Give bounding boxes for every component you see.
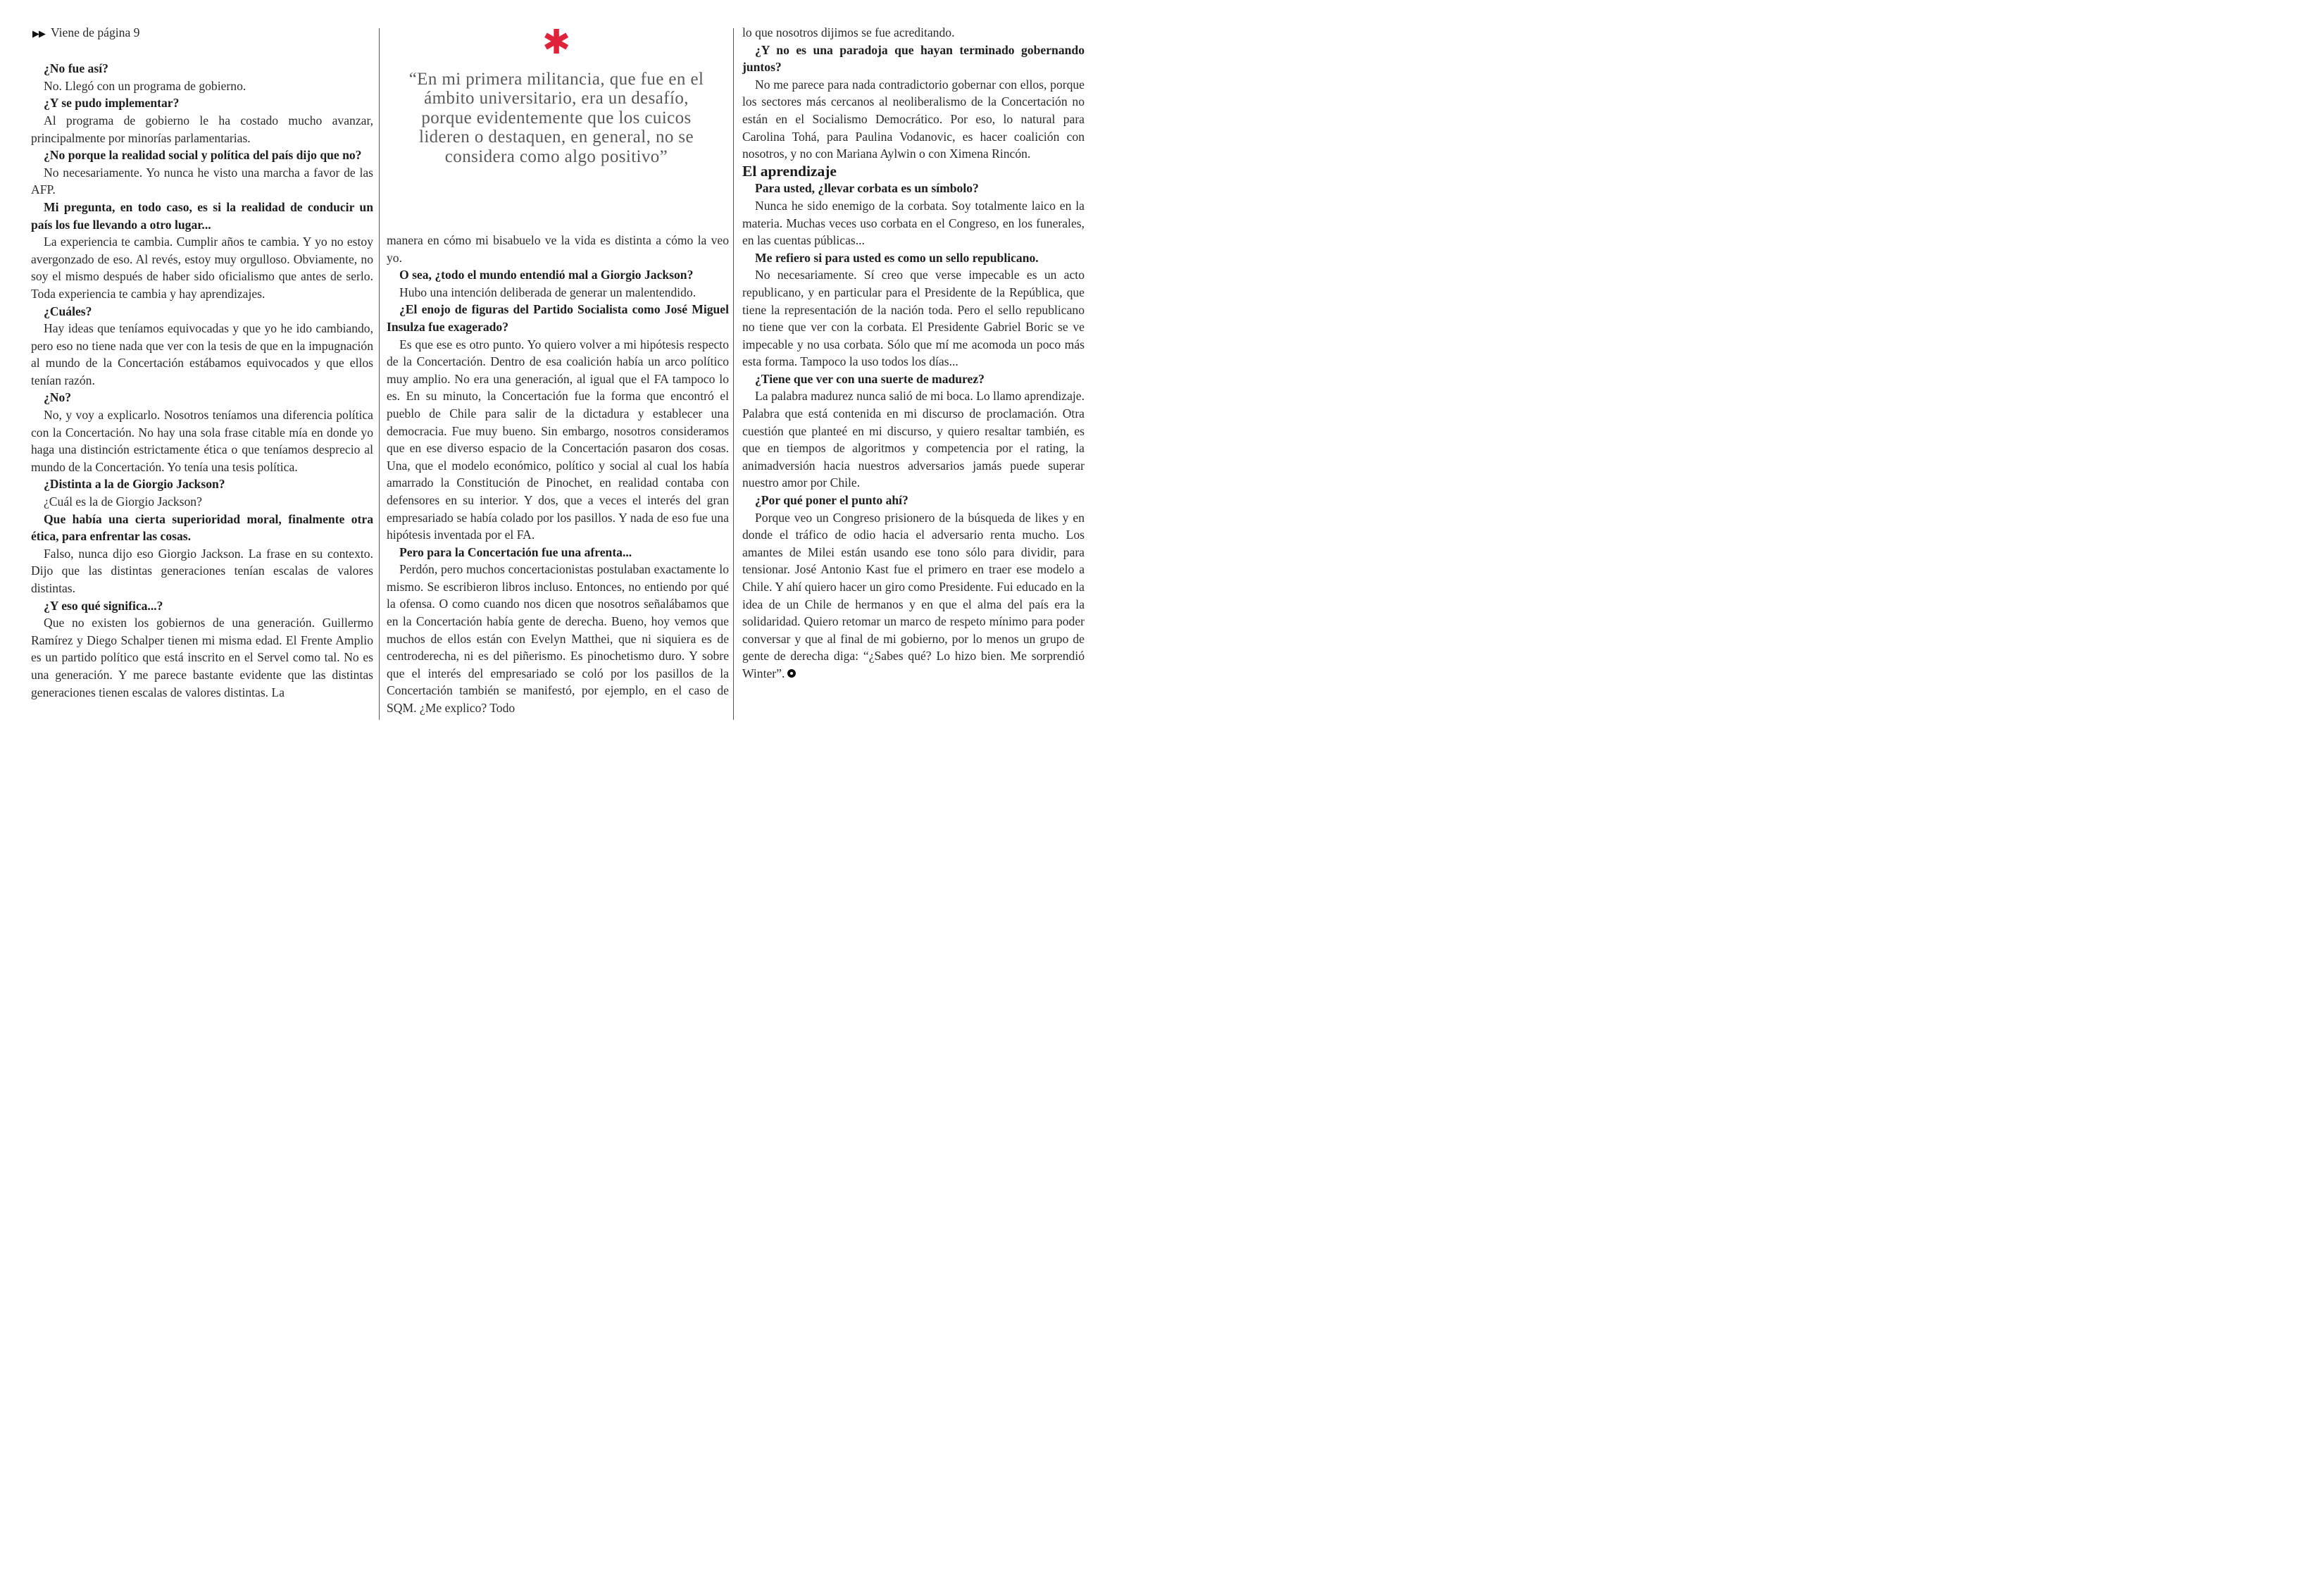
interview-question: ¿El enojo de figuras del Partido Socialista como José Miguel Insulza fue exagerado? — [387, 302, 729, 334]
interview-question: Para usted, ¿llevar corbata es un símbolo? — [755, 181, 979, 196]
column-1 — [31, 24, 373, 701]
interview-answer: La palabra madurez nunca salió de mi boca. Lo llamo aprendizaje. Palabra que está contenida en mi discurso de proclamación. Otra cuestión que planteé en mi discurso, y quiero resaltar también, es que en tiempos de algoritmos y competencia por el rating, la animadversión hacia nuestros adversarios jamás puede superar nuestro amor por Chile. — [742, 389, 1085, 490]
interview-question: Me refiero si para usted es como un sello republicano. — [755, 250, 1039, 265]
continued-from-kicker — [31, 24, 373, 43]
interview-question: ¿Y eso qué significa...? — [44, 598, 163, 613]
kicker-text: Viene de página 9 — [51, 25, 140, 39]
interview-answer: Falso, nunca dijo eso Giorgio Jackson. La frase en su contexto. Dijo que las distintas generaciones tenían escalas de valores distintas. — [31, 546, 373, 595]
interview-answer: Perdón, pero muchos concertacionistas postulaban exactamente lo mismo. Se escribieron libros incluso. Entonces, no entiendo por qué la ofensa. O como cuando nos dicen que nosotros señalábamos que en la Concertación había gente de derecha. Bueno, hoy vemos que muchos de ellos están con Evelyn Matthei, que ni siquiera es de centroderecha, ni es del piñerismo. Es pinochetismo duro. Y sobre que el interés del empresariado se coló por los pasillos de la Concertación también se manifestó, por ejemplo, en el caso de SQM. ¿Me explico? Todo — [387, 562, 729, 716]
interview-question: Mi pregunta, en todo caso, es si la realidad de conducir un país los fue llevando a otro lugar... — [31, 199, 373, 232]
continued-text: lo que nosotros dijimos se fue acreditando. — [742, 25, 955, 39]
interview-answer: Que no existen los gobiernos de una generación. Guillermo Ramírez y Diego Schalper tienen mi misma edad. El Frente Amplio es un partido político que está inscrito en el Servel como tal. No es una generación. Y me parece bastante evidente que las distintas generaciones tienen escalas de valores distintas. La — [31, 616, 373, 699]
interview-answer: Nunca he sido enemigo de la corbata. Soy totalmente laico en la materia. Muchas veces uso corbata en el Congreso, en los funerales, en las cuentas públicas... — [742, 198, 1085, 248]
interview-answer: Hubo una intención deliberada de generar un malentendido. — [399, 285, 696, 299]
interview-question: ¿Y se pudo implementar? — [44, 96, 180, 111]
interview-question: ¿No porque la realidad social y política del país dijo que no? — [44, 148, 362, 163]
interview-answer: No me parece para nada contradictorio gobernar con ellos, porque los sectores más cercanos al neoliberalismo de la Concertación no están en el Socialismo Democrático. Por eso, lo natural para Carolina Tohá, para Paulina Vodanovic, es hacer coalición con nosotros, y no con Mariana Aylwin o con Ximena Rincón. — [742, 77, 1085, 161]
interview-question: Pero para la Concertación fue una afrenta... — [399, 544, 632, 559]
pull-quote: “En mi primera militancia, que fue en el ámbito universitario, era un desafío, porque evidentemente que los cuicos lideren o destaquen, en general, no se considera como algo positivo” — [408, 70, 704, 166]
interview-answer: No necesariamente. Sí creo que verse impecable es un acto republicano, y en particular para el Presidente de la República, que tiene la representación de la nación toda. Pero el sello republicano no tiene que ver con la corbata. El Presidente Gabriel Boric se ve impecable y no usa corbata. Sólo que mí me acomoda un poco más esta forma. Tampoco la uso todos los días... — [742, 268, 1085, 369]
column-2 — [387, 232, 729, 717]
column-divider — [379, 28, 380, 720]
interview-answer: La experiencia te cambia. Cumplir años te cambia. Y yo no estoy avergonzado de eso. Al revés, estoy muy orgulloso. Obviamente, no soy el mismo después de haber sido oficialismo que antes de serlo. Toda experiencia te cambia y hay aprendizajes. — [31, 235, 373, 301]
interview-question: ¿No? — [44, 390, 72, 405]
column-divider — [733, 28, 734, 720]
interview-answer: Es que ese es otro punto. Yo quiero volver a mi hipótesis respecto de la Concertación. Dentro de esa coalición había un arco político muy amplio. No era una generación, al igual que el FA tampoco lo es. En su minuto, la Concertación fue la forma que encontró el pueblo de Chile para salir de la dictadura y establecer una democracia. Fue muy bueno. Sin embargo, nosotros consideramos que en ese diverso espacio de la Concertación pasaron dos cosas. Una, que el modelo económico, político y social al cual los había amarrado la Constitución de Pinochet, en realidad contaba con defensores en su interior. Y dos, que a veces el interés del gran empresariado se había colado por los pasillos. Y nada de eso fue una hipótesis inventada por el FA. — [387, 337, 729, 542]
section-heading: El aprendizaje — [742, 162, 837, 180]
interview-answer: Al programa de gobierno le ha costado mucho avanzar, principalmente por minorías parlamentarias. — [31, 113, 373, 145]
interview-answer: No, y voy a explicarlo. Nosotros teníamos una diferencia política con la Concertación. No hay una sola frase citable mía en donde yo haga una distinción estrictamente ética o que teníamos desprecio al mundo de la Concertación. Yo tenía una tesis política. — [31, 408, 373, 474]
column-3 — [742, 24, 1085, 683]
asterisk-icon: ✱ — [542, 23, 571, 62]
interview-question: ¿Por qué poner el punto ahí? — [755, 493, 908, 508]
interview-answer: ¿Cuál es la de Giorgio Jackson? — [44, 494, 202, 509]
continued-text: manera en cómo mi bisabuelo ve la vida es distinta a cómo la veo yo. — [387, 233, 729, 265]
interview-answer: No necesariamente. Yo nunca he visto una marcha a favor de las AFP. — [31, 165, 373, 197]
interview-question: O sea, ¿todo el mundo entendió mal a Giorgio Jackson? — [399, 268, 694, 282]
interview-answer: No. Llegó con un programa de gobierno. — [44, 78, 246, 93]
interview-question: ¿Y no es una paradoja que hayan terminado gobernando juntos? — [742, 42, 1085, 75]
interview-question: ¿Tiene que ver con una suerte de madurez? — [755, 371, 985, 386]
interview-question: Que había una cierta superioridad moral, finalmente otra ética, para enfrentar las cosas. — [31, 511, 373, 544]
interview-question: ¿No fue así? — [44, 61, 108, 76]
interview-answer: Porque veo un Congreso prisionero de la búsqueda de likes y en donde el tráfico de odio hacia el adversario renta mucho. Los amantes de Milei están usando ese tono sólo para dividir, para tensionar. José Antonio Kast fue el primero en traer ese modelo a Chile. Y ahí quiero hacer un giro como Presidente. Fui educado en la idea de un Chile de hermanos y en que el alma del país era la solidaridad. Quiero retomar un marco de respeto mínimo para poder conversar y que al final de mi gobierno, por lo menos un grupo de gente de derecha diga: “¿Sabes qué? Lo hizo bien. Me sorprendió Winter”. — [742, 510, 1085, 680]
interview-question: ¿Cuáles? — [44, 304, 92, 318]
end-of-article-icon — [787, 669, 796, 678]
double-arrow-icon: ▶▶ — [32, 28, 45, 39]
interview-question: ¿Distinta a la de Giorgio Jackson? — [44, 477, 225, 492]
interview-answer: Hay ideas que teníamos equivocadas y que yo he ido cambiando, pero eso no tiene nada que ver con la tesis de que en la impugnación al mundo de la Concertación estábamos equivocados y que ellos tenían razón. — [31, 321, 373, 387]
